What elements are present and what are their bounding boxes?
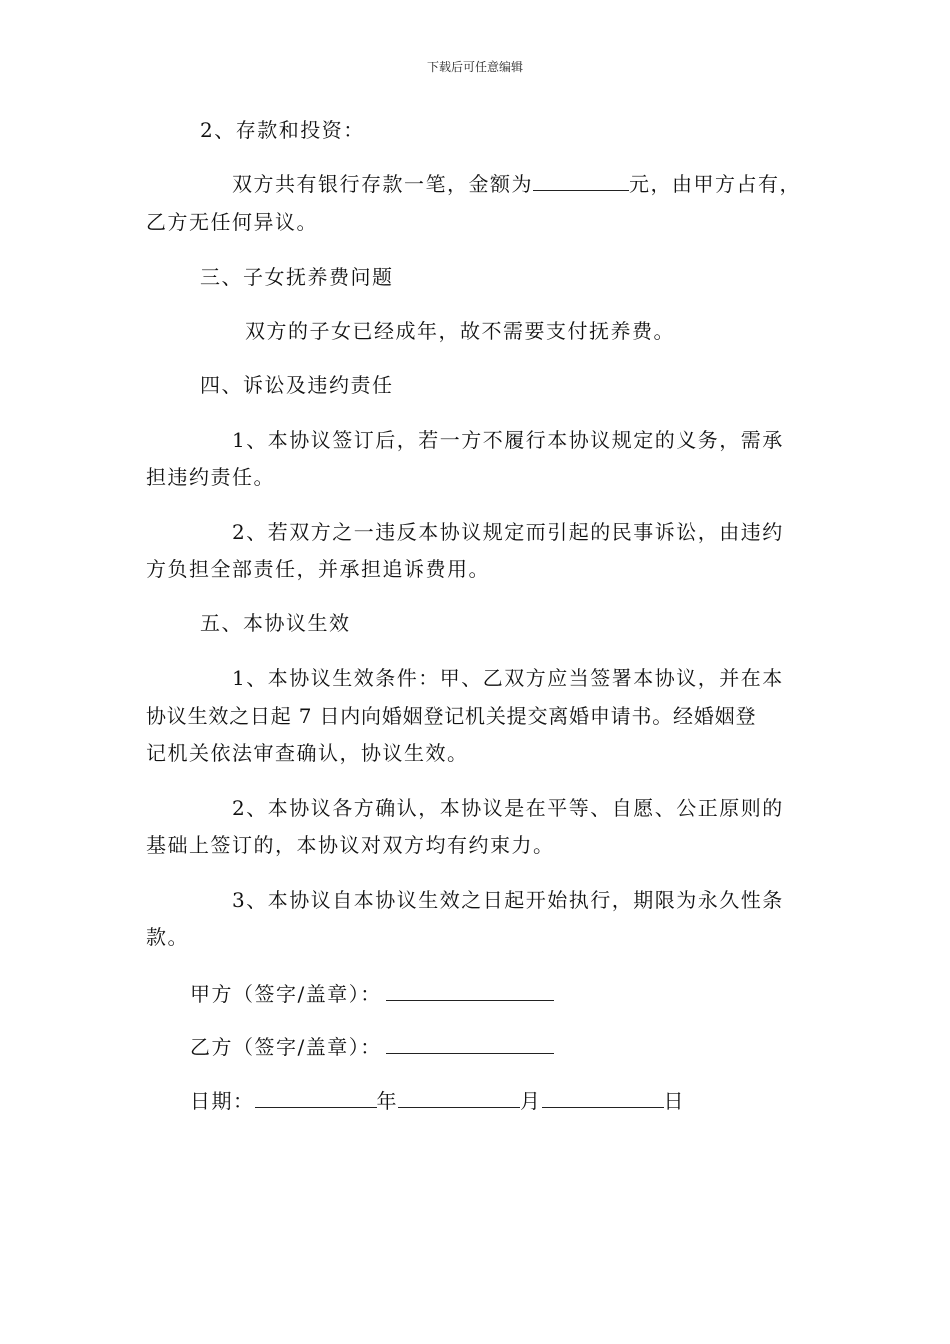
section-4-heading: 四、诉讼及违约责任 <box>200 373 394 397</box>
deposit-amount-blank <box>533 172 629 191</box>
party-a-signature-line <box>190 982 554 1006</box>
section-5-item2-line2: 基础上签订的，本协议对双方均有约束力。 <box>146 833 555 857</box>
section-3-text: 双方的子女已经成年，故不需要支付抚养费。 <box>245 319 675 343</box>
deposit-text-after: 元，由甲方占有， <box>629 172 801 196</box>
section-4-item2-line2: 方负担全部责任，并承担追诉费用。 <box>146 557 490 581</box>
party-a-blank <box>386 982 554 1001</box>
year-label: 年 <box>376 1089 398 1113</box>
section-2-heading: 2、存款和投资： <box>200 118 365 142</box>
day-label: 日 <box>663 1089 685 1113</box>
section-4-item1-line2: 担违约责任。 <box>146 465 275 489</box>
section-5-heading: 五、本协议生效 <box>200 611 351 635</box>
section-5-item3-line2: 款。 <box>146 925 189 949</box>
section-5-item1-line1: 1、本协议生效条件：甲、乙双方应当签署本协议，并在本 <box>232 666 784 690</box>
section-4-item1-line1: 1、本协议签订后，若一方不履行本协议规定的义务，需承 <box>232 428 784 452</box>
party-a-label: 甲方（签字/盖章）： <box>190 982 382 1006</box>
section-3-heading: 三、子女抚养费问题 <box>200 265 394 289</box>
deposit-text-before: 双方共有银行存款一笔，金额为 <box>232 172 533 196</box>
year-blank <box>255 1089 377 1108</box>
section-4-item2-line1: 2、若双方之一违反本协议规定而引起的民事诉讼，由违约 <box>232 520 784 544</box>
section-5-item3-line1: 3、本协议自本协议生效之日起开始执行，期限为永久性条 <box>232 888 784 912</box>
section-5-item1-line3: 记机关依法审查确认，协议生效。 <box>146 741 469 765</box>
party-b-label: 乙方（签字/盖章）： <box>190 1035 382 1059</box>
date-line <box>190 1089 685 1113</box>
section-5-item2-line1: 2、本协议各方确认，本协议是在平等、自愿、公正原则的 <box>232 796 784 820</box>
deposit-line-1 <box>232 172 801 196</box>
day-blank <box>542 1089 664 1108</box>
page-header: 下载后可任意编辑 <box>426 60 523 74</box>
section-5-item1-line2: 协议生效之日起 7 日内向婚姻登记机关提交离婚申请书。经婚姻登 <box>146 704 757 728</box>
date-label: 日期： <box>190 1089 255 1113</box>
month-label: 月 <box>520 1089 542 1113</box>
month-blank <box>398 1089 520 1108</box>
party-b-blank <box>386 1035 554 1054</box>
party-b-signature-line <box>190 1035 554 1059</box>
deposit-line-2: 乙方无任何异议。 <box>146 210 318 234</box>
